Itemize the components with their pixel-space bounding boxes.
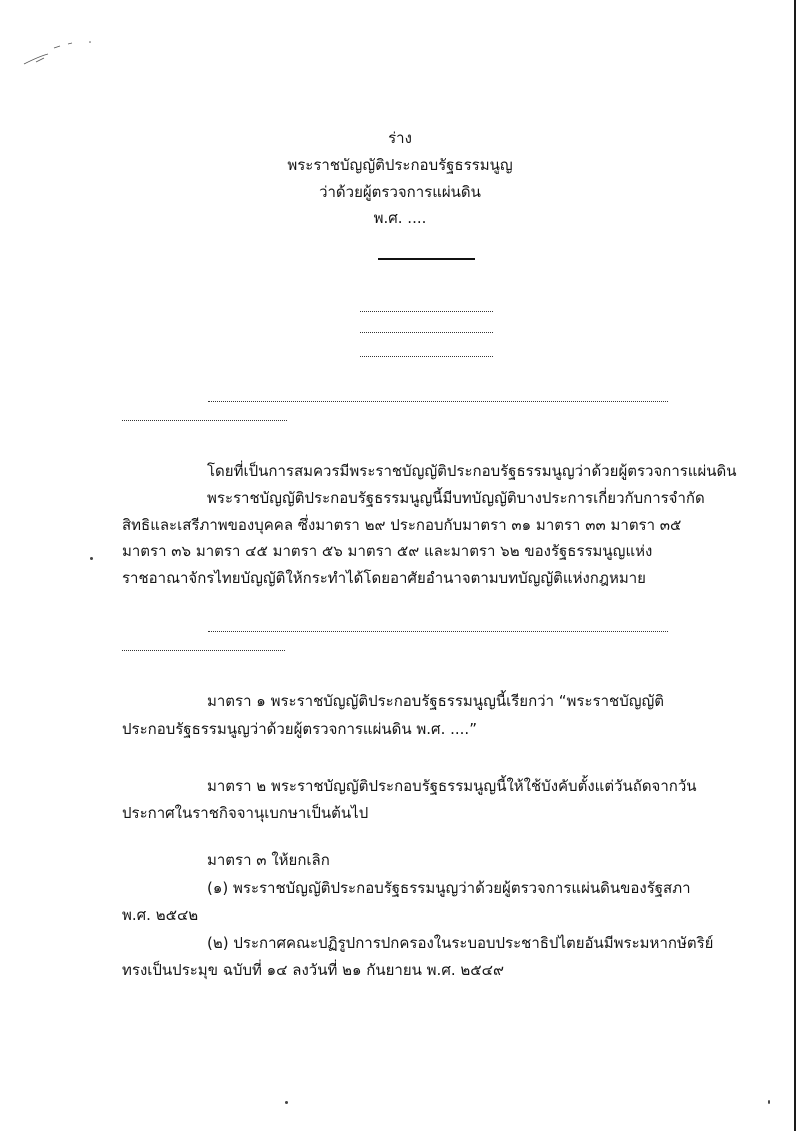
section-2-line-2: ประกาศในราชกิจจานุเบกษาเป็นต้นไป	[122, 804, 369, 822]
scan-mark	[22, 40, 102, 80]
signature-placeholder-2	[360, 332, 493, 333]
blank-line	[122, 420, 287, 421]
section-1-line-1: มาตรา ๑ พระราชบัญญัติประกอบรัฐธรรมนูญนี้เรียกว่า “พระราชบัญญัติ	[207, 692, 665, 710]
act-year: พ.ศ. ....	[373, 209, 427, 227]
preamble-line-1: โดยที่เป็นการสมควรมีพระราชบัญญัติประกอบรัฐธรรมนูญว่าด้วยผู้ตรวจการแผ่นดิน	[207, 462, 737, 480]
preamble-line-2: พระราชบัญญัติประกอบรัฐธรรมนูญนี้มีบทบัญญัติบางประการเกี่ยวกับการจำกัด	[207, 489, 705, 507]
blank-line	[208, 631, 668, 632]
section-1-line-2: ประกอบรัฐธรรมนูญว่าด้วยผู้ตรวจการแผ่นดิน พ.ศ. ....”	[122, 720, 477, 738]
blank-line	[208, 401, 668, 402]
preamble-line-5: ราชอาณาจักรไทยบัญญัติให้กระทำได้โดยอาศัยอำนาจตามบทบัญญัติแห่งกฎหมาย	[122, 569, 646, 587]
title-divider	[378, 258, 475, 260]
signature-placeholder-1	[360, 311, 493, 312]
scan-speck	[768, 1100, 770, 1104]
preamble-line-4: มาตรา ๓๖ มาตรา ๔๕ มาตรา ๕๖ มาตรา ๕๙ และมาตรา ๖๒ ของรัฐธรรมนูญแห่ง	[122, 542, 653, 560]
section-3-item-2-line-1: (๒) ประกาศคณะปฏิรูปการปกครองในระบอบประชาธิปไตยอันมีพระมหากษัตริย์	[207, 934, 714, 952]
section-2-line-1: มาตรา ๒ พระราชบัญญัติประกอบรัฐธรรมนูญนี้ให้ใช้บังคับตั้งแต่วันถัดจากวัน	[207, 777, 697, 795]
preamble-line-3: สิทธิและเสรีภาพของบุคคล ซึ่งมาตรา ๒๙ ประกอบกับมาตรา ๓๑ มาตรา ๓๓ มาตรา ๓๕	[122, 516, 682, 534]
draft-label: ร่าง	[388, 129, 412, 147]
scan-speck	[285, 1101, 288, 1104]
blank-line	[122, 650, 285, 651]
act-title-line-2: ว่าด้วยผู้ตรวจการแผ่นดิน	[319, 183, 481, 201]
section-3-item-1-line-1: (๑) พระราชบัญญัติประกอบรัฐธรรมนูญว่าด้วยผู้ตรวจการแผ่นดินของรัฐสภา	[207, 879, 691, 897]
section-3-heading: มาตรา ๓ ให้ยกเลิก	[207, 851, 330, 869]
section-3-item-2-line-2: ทรงเป็นประมุข ฉบับที่ ๑๔ ลงวันที่ ๒๑ กันยายน พ.ศ. ๒๕๔๙	[122, 961, 504, 979]
scan-speck	[90, 557, 93, 560]
act-title-line-1: พระราชบัญญัติประกอบรัฐธรรมนูญ	[287, 156, 513, 174]
section-3-item-1-line-2: พ.ศ. ๒๕๔๒	[122, 906, 199, 924]
signature-placeholder-3	[360, 356, 493, 357]
